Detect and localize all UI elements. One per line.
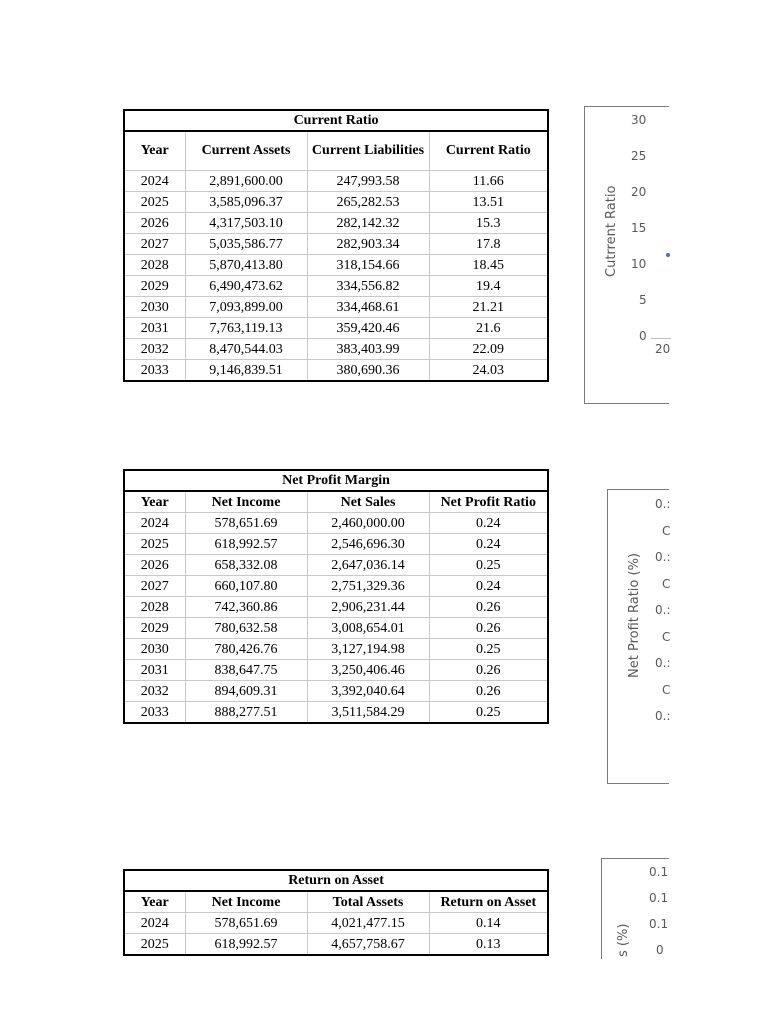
current-ratio-table (123, 109, 549, 382)
table-cell: 578,651.69 (185, 913, 307, 934)
table-cell: 380,690.36 (307, 360, 429, 382)
y-tick-label: 10 (631, 257, 647, 271)
column-header: Net Profit Ratio (429, 491, 548, 513)
table-cell: 383,403.99 (307, 339, 429, 360)
table-row (124, 597, 548, 618)
table-cell: 2025 (124, 934, 185, 956)
table-cell: 359,420.46 (307, 318, 429, 339)
table-cell: 0.25 (429, 555, 548, 576)
table-cell: 4,021,477.15 (307, 913, 429, 934)
y-tick-label: C (662, 683, 671, 697)
table-row (124, 234, 548, 255)
chart-y-axis-label: Net Profit Ratio (%) (627, 553, 642, 678)
table-cell: 0.25 (429, 639, 548, 660)
table-cell: 658,332.08 (185, 555, 307, 576)
table-row (124, 934, 548, 956)
table-cell: 3,392,040.64 (307, 681, 429, 702)
table-row (124, 555, 548, 576)
table-cell: 265,282.53 (307, 192, 429, 213)
column-header: Current Ratio (429, 131, 548, 171)
table-cell: 742,360.86 (185, 597, 307, 618)
table-title: Current Ratio (124, 110, 548, 131)
column-header: Year (124, 491, 185, 513)
table-cell: 2027 (124, 234, 185, 255)
column-header: Net Income (185, 491, 307, 513)
table-row (124, 576, 548, 597)
y-tick-label: 5 (639, 293, 647, 307)
y-tick-label: 0.1 (649, 865, 669, 879)
column-header: Current Assets (185, 131, 307, 171)
table-cell: 894,609.31 (185, 681, 307, 702)
table-cell: 0.26 (429, 597, 548, 618)
table-cell: 334,556.82 (307, 276, 429, 297)
table-cell: 2029 (124, 618, 185, 639)
table-title: Net Profit Margin (124, 470, 548, 491)
table-row (124, 681, 548, 702)
return-on-asset-chart (601, 858, 669, 959)
table-cell: 5,870,413.80 (185, 255, 307, 276)
table-cell: 282,142.32 (307, 213, 429, 234)
table-cell: 318,154.66 (307, 255, 429, 276)
return-on-asset-table (123, 869, 549, 956)
table-row (124, 913, 548, 934)
y-tick-label: 0.: (655, 656, 671, 670)
table-cell: 618,992.57 (185, 534, 307, 555)
table-row (124, 618, 548, 639)
table-cell: 282,903.34 (307, 234, 429, 255)
table-cell: 3,585,096.37 (185, 192, 307, 213)
table-row (124, 192, 548, 213)
table-cell: 8,470,544.03 (185, 339, 307, 360)
y-tick-label: 0 (639, 329, 647, 343)
y-tick-label: C (662, 630, 671, 644)
net-profit-ratio-chart (607, 489, 669, 784)
table-row (124, 702, 548, 724)
table-cell: 2028 (124, 597, 185, 618)
table-cell: 0.26 (429, 618, 548, 639)
table-cell: 19.4 (429, 276, 548, 297)
table-cell: 5,035,586.77 (185, 234, 307, 255)
table-cell: 24.03 (429, 360, 548, 382)
table-cell: 0.25 (429, 702, 548, 724)
table-row (124, 513, 548, 534)
table-cell: 2032 (124, 339, 185, 360)
y-tick-label: 0.: (655, 497, 671, 511)
table-cell: 0.24 (429, 576, 548, 597)
y-tick-label: 20 (631, 185, 647, 199)
table-cell: 838,647.75 (185, 660, 307, 681)
table-cell: 7,093,899.00 (185, 297, 307, 318)
table-title: Return on Asset (124, 870, 548, 891)
table-cell: 0.14 (429, 913, 548, 934)
column-header: Total Assets (307, 891, 429, 913)
table-cell: 2033 (124, 360, 185, 382)
column-header: Year (124, 891, 185, 913)
table-cell: 18.45 (429, 255, 548, 276)
table-cell: 2026 (124, 555, 185, 576)
table-cell: 780,426.76 (185, 639, 307, 660)
table-cell: 3,127,194.98 (307, 639, 429, 660)
chart-y-axis-label: Cutrrent Ratio (604, 185, 619, 277)
table-row (124, 276, 548, 297)
data-point-marker (666, 253, 670, 257)
table-cell: 15.3 (429, 213, 548, 234)
y-tick-label: 15 (631, 221, 647, 235)
y-tick-label: 0.: (655, 603, 671, 617)
table-cell: 334,468.61 (307, 297, 429, 318)
table-row (124, 339, 548, 360)
table-cell: 247,993.58 (307, 171, 429, 192)
net-profit-margin-table (123, 469, 549, 724)
table-cell: 2031 (124, 318, 185, 339)
table-cell: 2030 (124, 297, 185, 318)
table-cell: 3,511,584.29 (307, 702, 429, 724)
table-cell: 17.8 (429, 234, 548, 255)
table-cell: 11.66 (429, 171, 548, 192)
table-cell: 2030 (124, 639, 185, 660)
table-cell: 2027 (124, 576, 185, 597)
table-cell: 2,751,329.36 (307, 576, 429, 597)
table-cell: 2024 (124, 913, 185, 934)
table-cell: 780,632.58 (185, 618, 307, 639)
table-row (124, 318, 548, 339)
table-cell: 660,107.80 (185, 576, 307, 597)
table-cell: 2024 (124, 171, 185, 192)
y-tick-label: 30 (631, 113, 647, 127)
table-row (124, 255, 548, 276)
table-cell: 0.26 (429, 681, 548, 702)
table-cell: 9,146,839.51 (185, 360, 307, 382)
y-tick-label: C (662, 524, 671, 538)
y-tick-label: 0.: (655, 709, 671, 723)
table-cell: 2,891,600.00 (185, 171, 307, 192)
table-cell: 2,647,036.14 (307, 555, 429, 576)
table-cell: 21.21 (429, 297, 548, 318)
chart-y-axis-label: s (%) (616, 923, 631, 957)
table-cell: 7,763,119.13 (185, 318, 307, 339)
table-cell: 2029 (124, 276, 185, 297)
table-cell: 3,250,406.46 (307, 660, 429, 681)
column-header: Net Sales (307, 491, 429, 513)
column-header: Current Liabilities (307, 131, 429, 171)
y-tick-label: 0 (656, 943, 664, 957)
table-cell: 4,317,503.10 (185, 213, 307, 234)
table-cell: 2,546,696.30 (307, 534, 429, 555)
table-cell: 0.24 (429, 513, 548, 534)
column-header: Return on Asset (429, 891, 548, 913)
table-cell: 0.24 (429, 534, 548, 555)
table-cell: 0.26 (429, 660, 548, 681)
table-cell: 3,008,654.01 (307, 618, 429, 639)
table-cell: 2026 (124, 213, 185, 234)
table-row (124, 297, 548, 318)
table-cell: 13.51 (429, 192, 548, 213)
table-cell: 888,277.51 (185, 702, 307, 724)
y-tick-label: 0.: (655, 550, 671, 564)
table-cell: 6,490,473.62 (185, 276, 307, 297)
x-axis-line (651, 338, 671, 339)
table-cell: 2033 (124, 702, 185, 724)
table-row (124, 360, 548, 382)
y-tick-label: C (662, 577, 671, 591)
table-cell: 2,906,231.44 (307, 597, 429, 618)
table-row (124, 534, 548, 555)
table-cell: 0.13 (429, 934, 548, 956)
y-tick-label: 25 (631, 149, 647, 163)
table-cell: 4,657,758.67 (307, 934, 429, 956)
y-tick-label: 0.1 (649, 917, 669, 931)
table-cell: 2028 (124, 255, 185, 276)
table-cell: 618,992.57 (185, 934, 307, 956)
table-row (124, 213, 548, 234)
table-cell: 578,651.69 (185, 513, 307, 534)
table-cell: 2032 (124, 681, 185, 702)
current-ratio-chart (584, 106, 669, 404)
x-tick-label: 20 (655, 342, 671, 356)
table-cell: 2,460,000.00 (307, 513, 429, 534)
table-cell: 2025 (124, 534, 185, 555)
table-row (124, 171, 548, 192)
table-cell: 2025 (124, 192, 185, 213)
column-header: Year (124, 131, 185, 171)
table-row (124, 660, 548, 681)
table-cell: 2031 (124, 660, 185, 681)
table-cell: 21.6 (429, 318, 548, 339)
table-cell: 22.09 (429, 339, 548, 360)
table-row (124, 639, 548, 660)
table-cell: 2024 (124, 513, 185, 534)
y-tick-label: 0.1 (649, 891, 669, 905)
column-header: Net Income (185, 891, 307, 913)
